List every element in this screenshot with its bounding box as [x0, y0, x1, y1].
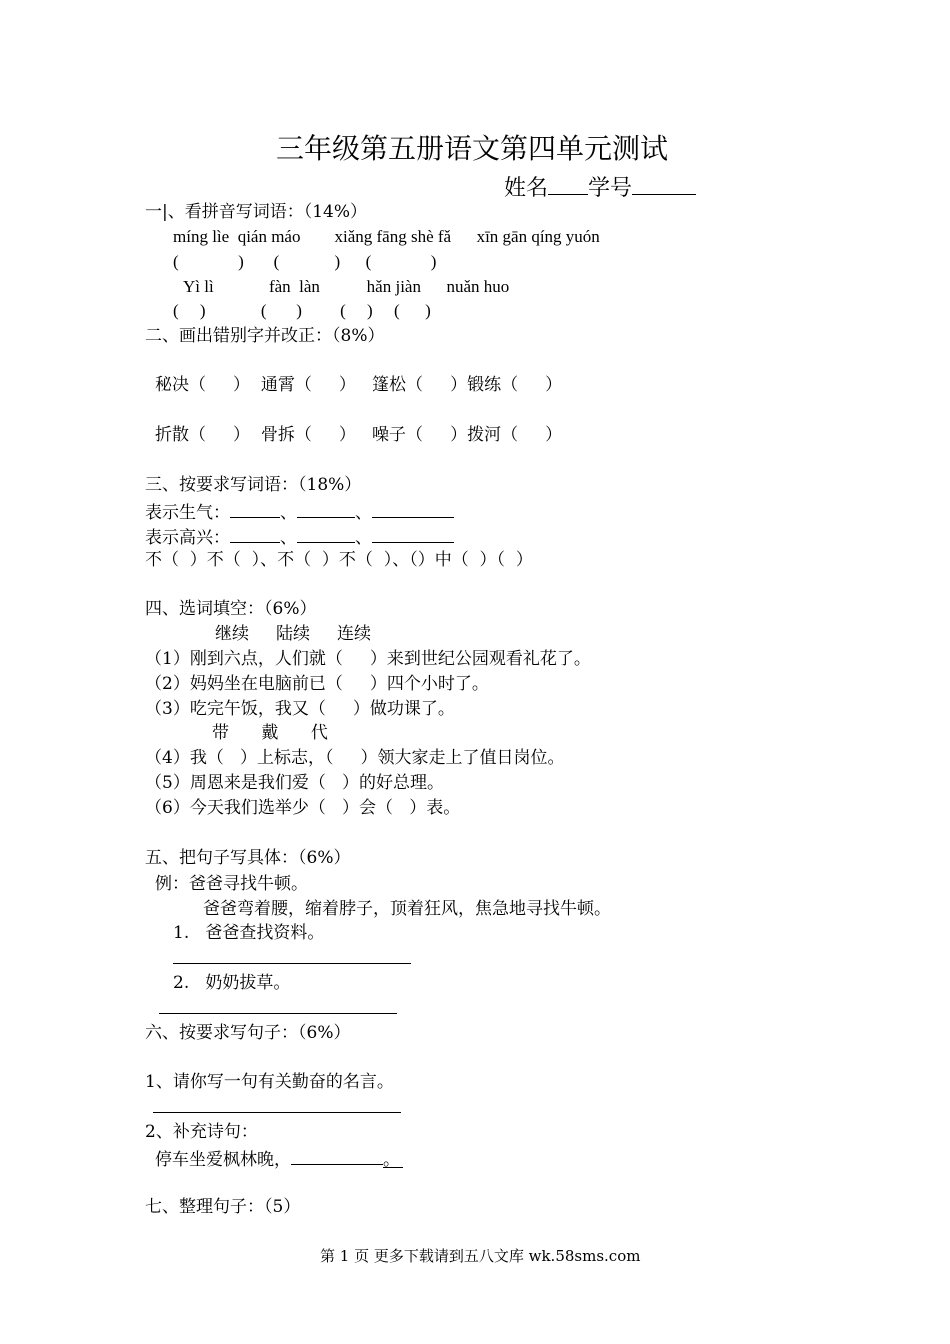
happy-blank-3[interactable]: [372, 524, 454, 543]
section-1-heading: 一|、看拼音写词语：（14%）: [145, 202, 368, 222]
fill-question-5[interactable]: （5）周恩来是我们爱（ ）的好总理。: [145, 773, 445, 793]
name-label: 姓名: [504, 176, 549, 201]
angry-label: 表示生气：: [145, 503, 230, 523]
write-question-2: 2、补充诗句：: [145, 1122, 258, 1142]
separator: 、: [280, 503, 297, 523]
section-6-heading: 六、按要求写句子：（6%）: [145, 1023, 351, 1043]
poem-text: 停车坐爱枫林晚，: [155, 1150, 291, 1170]
fill-question-3[interactable]: （3）吃完午饭，我又（ ）做功课了。: [145, 699, 455, 719]
answer-brackets-row-2[interactable]: ( ) ( ) ( ) ( ): [173, 301, 431, 320]
separator: 、: [355, 528, 372, 548]
page-footer: 第 1 页 更多下载请到五八文库 wk.58sms.com: [320, 1247, 641, 1265]
fill-question-4[interactable]: （4）我（ ）上标志，（ ）领大家走上了值日岗位。: [145, 748, 565, 768]
typo-row-1[interactable]: 秘决（ ） 通霄（ ） 篷松（ ）锻练（ ）: [155, 375, 563, 395]
angry-blank-3[interactable]: [372, 499, 454, 518]
expand-item-1: 1. 爸爸查找资料。: [173, 923, 325, 943]
example-answer: 爸爸弯着腰，缩着脖子，顶着狂风，焦急地寻找牛顿。: [203, 899, 611, 919]
section-7-heading: 七、整理句子：（5）: [145, 1197, 301, 1217]
separator: 、: [355, 503, 372, 523]
answer-line-2[interactable]: [159, 1013, 397, 1014]
word-choices-2: 带 戴 代: [212, 723, 328, 743]
bu-pattern-row[interactable]: 不（ ）不（ ）、不（ ）不（ ）、（）中（ ）（ ）: [145, 550, 533, 570]
pinyin-row-1: míng lìe qián máo xiǎng fāng shè fǎ xīn gān qíng yuón: [173, 227, 600, 246]
name-id-line: [504, 175, 696, 203]
write-question-1: 1、请你写一句有关勤奋的名言。: [145, 1072, 394, 1092]
pinyin-row-2: Yì lì fàn làn hǎn jiàn nuǎn huo: [183, 277, 510, 296]
answer-brackets-row-1[interactable]: ( ) ( ) ( ): [173, 252, 437, 271]
poem-blank[interactable]: [291, 1146, 383, 1165]
answer-line-1[interactable]: [173, 963, 411, 964]
separator: 、: [280, 528, 297, 548]
section-5-heading: 五、把句子写具体：（6%）: [145, 848, 351, 868]
id-blank[interactable]: [632, 176, 696, 195]
expand-item-2: 2. 奶奶拔草。: [173, 973, 291, 993]
word-choices-1: 继续 陆续 连续: [215, 624, 372, 644]
happy-label: 表示高兴：: [145, 528, 230, 548]
typo-row-2[interactable]: 折散（ ） 骨拆（ ） 噪子（ ）拨河（ ）: [155, 425, 563, 445]
fill-question-2[interactable]: （2）妈妈坐在电脑前已（ ）四个小时了。: [145, 674, 489, 694]
answer-line-3[interactable]: [153, 1112, 401, 1113]
happy-blank-1[interactable]: [230, 524, 280, 543]
angry-blank-1[interactable]: [230, 499, 280, 518]
happy-blank-2[interactable]: [297, 524, 355, 543]
page-title: 三年级第五册语文第四单元测试: [276, 132, 669, 165]
poem-line: [155, 1146, 403, 1171]
id-label: 学号: [588, 176, 633, 201]
name-blank[interactable]: [548, 176, 588, 195]
section-4-heading: 四、选词填空：（6%）: [145, 599, 317, 619]
angry-words-line: [145, 499, 454, 524]
example-sentence: 例：爸爸寻找牛顿。: [155, 874, 308, 894]
happy-words-line: [145, 524, 454, 549]
fill-question-1[interactable]: （1）刚到六点，人们就（ ）来到世纪公园观看礼花了。: [145, 649, 591, 669]
section-3-heading: 三、按要求写词语：（18%）: [145, 475, 362, 495]
angry-blank-2[interactable]: [297, 499, 355, 518]
section-2-heading: 二、画出错别字并改正：（8%）: [145, 326, 385, 346]
poem-end: 。: [383, 1149, 403, 1168]
fill-question-6[interactable]: （6）今天我们选举少（ ）会（ ）表。: [145, 798, 461, 818]
